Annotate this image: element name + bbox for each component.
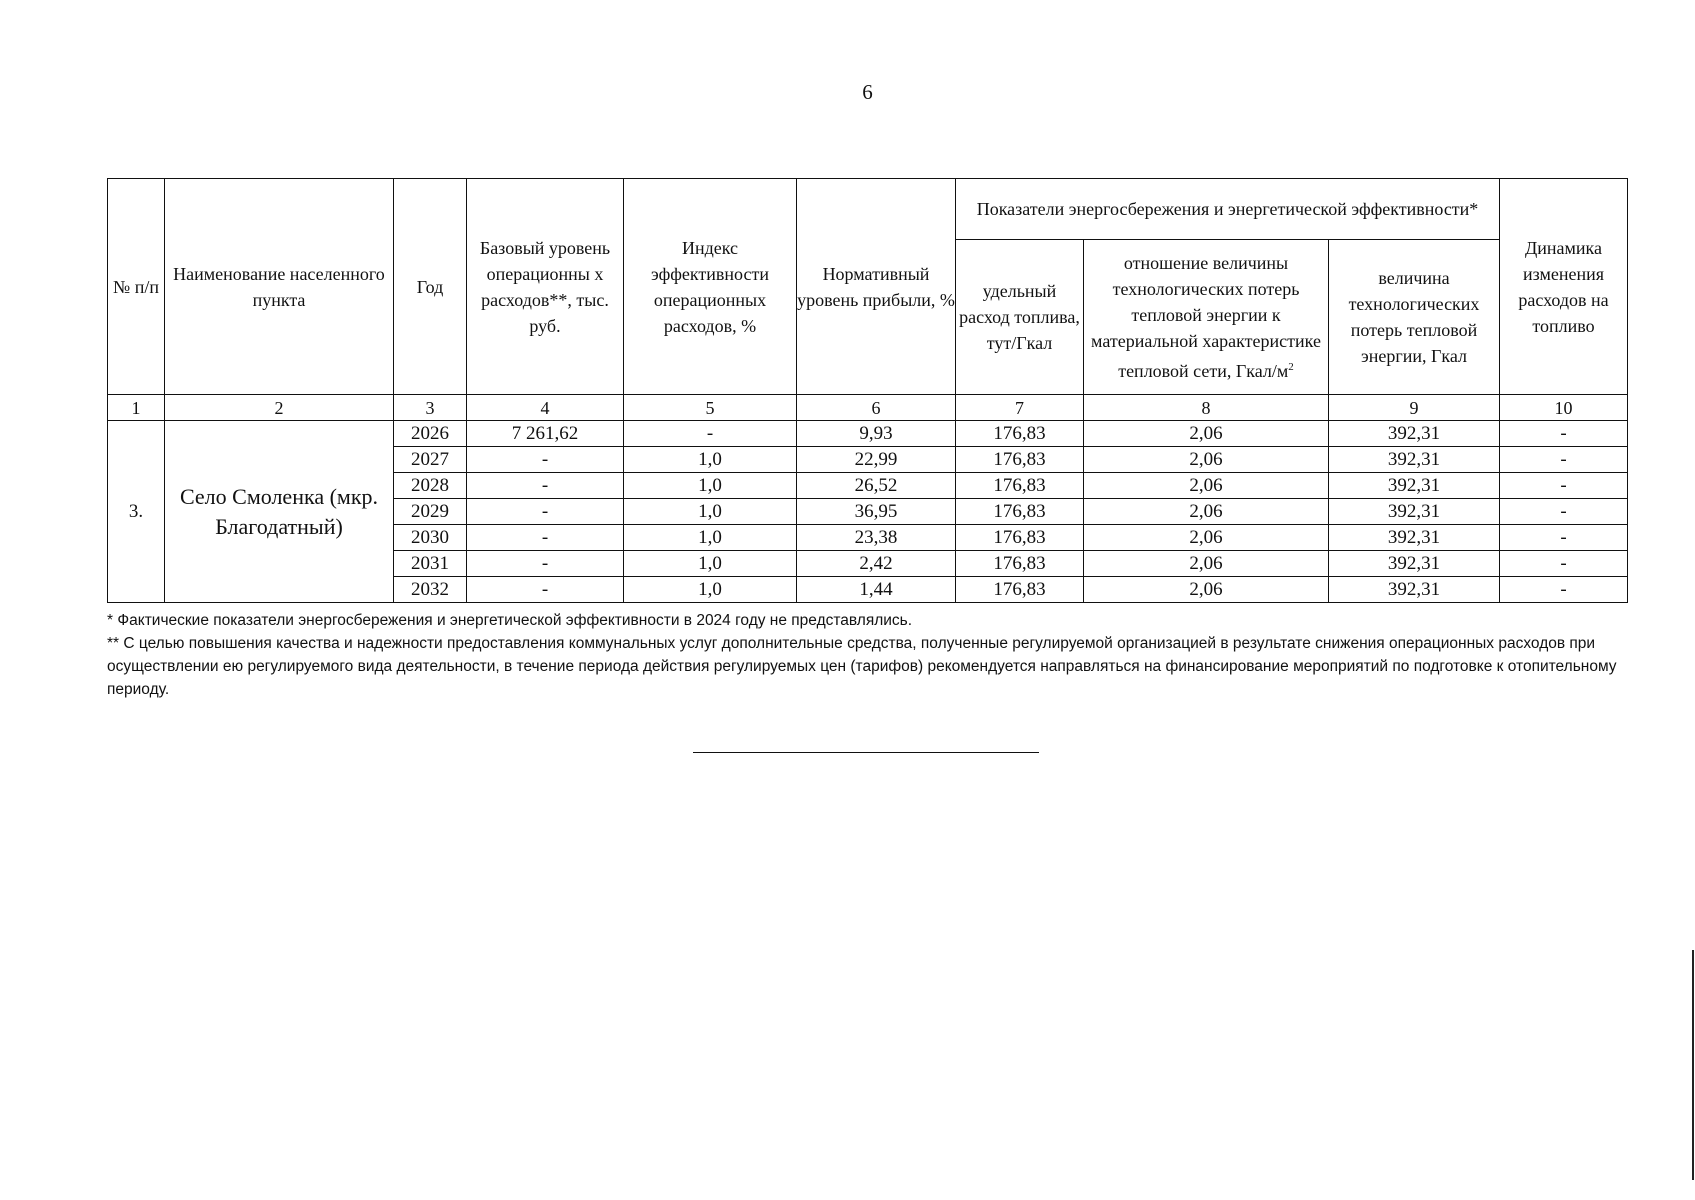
cell-base-opex: -: [467, 577, 624, 603]
cell-profit-level: 36,95: [797, 499, 956, 525]
cell-efficiency-index: -: [624, 421, 797, 447]
cell-fuel-dynamics: -: [1500, 577, 1628, 603]
page-number: 6: [862, 80, 873, 104]
footnote-opex: ** С целью повышения качества и надежности предоставления коммунальных услуг дополнительные средства, полученные регулируемой организацией в результате снижения операционных расходов при осуществлении ею регулируемого вида деятельности, в течение периода действия регулируемых цен (тарифов) рекомендуется направляться на финансирование мероприятий по подготовке к отопительному периоду.: [107, 635, 1617, 698]
cell-loss-ratio: 2,06: [1084, 473, 1329, 499]
column-number: 3: [394, 395, 467, 421]
cell-fuel-consumption: 176,83: [956, 525, 1084, 551]
column-number: 10: [1500, 395, 1628, 421]
column-number: 9: [1329, 395, 1500, 421]
column-number: 6: [797, 395, 956, 421]
cell-year: 2030: [394, 525, 467, 551]
cell-fuel-dynamics: -: [1500, 447, 1628, 473]
cell-year: 2028: [394, 473, 467, 499]
cell-heat-losses: 392,31: [1329, 577, 1500, 603]
cell-fuel-dynamics: -: [1500, 525, 1628, 551]
header-loss-ratio-sup: 2: [1288, 361, 1294, 373]
cell-heat-losses: 392,31: [1329, 525, 1500, 551]
cell-loss-ratio: 2,06: [1084, 421, 1329, 447]
cell-fuel-dynamics: -: [1500, 473, 1628, 499]
cell-loss-ratio: 2,06: [1084, 551, 1329, 577]
column-number: 4: [467, 395, 624, 421]
cell-base-opex: -: [467, 551, 624, 577]
cell-profit-level: 23,38: [797, 525, 956, 551]
column-number: 7: [956, 395, 1084, 421]
cell-fuel-dynamics: -: [1500, 551, 1628, 577]
cell-efficiency-index: 1,0: [624, 499, 797, 525]
cell-fuel-dynamics: -: [1500, 499, 1628, 525]
header-num: № п/п: [108, 179, 165, 395]
cell-base-opex: -: [467, 473, 624, 499]
cell-loss-ratio: 2,06: [1084, 447, 1329, 473]
header-settlement: Наименование населенного пункта: [165, 179, 394, 395]
cell-profit-level: 26,52: [797, 473, 956, 499]
cell-heat-losses: 392,31: [1329, 499, 1500, 525]
cell-loss-ratio: 2,06: [1084, 525, 1329, 551]
header-loss-ratio-text: отношение величины технологических потерь тепловой энергии к материальной характеристике тепловой сети, Гкал/м: [1091, 253, 1321, 381]
efficiency-table: [107, 178, 1628, 603]
header-fuel-dynamics: Динамика изменения расходов на топливо: [1500, 179, 1628, 395]
cell-efficiency-index: 1,0: [624, 473, 797, 499]
header-energy-indicators: Показатели энергосбережения и энергетической эффективности*: [956, 179, 1500, 240]
cell-heat-losses: 392,31: [1329, 447, 1500, 473]
cell-fuel-consumption: 176,83: [956, 551, 1084, 577]
cell-year: 2032: [394, 577, 467, 603]
header-heat-losses: величина технологических потерь тепловой энергии, Гкал: [1329, 240, 1500, 395]
column-number: 2: [165, 395, 394, 421]
cell-fuel-consumption: 176,83: [956, 447, 1084, 473]
header-profit-level: Нормативный уровень прибыли, %: [797, 179, 956, 395]
closing-rule: [693, 752, 1039, 753]
column-number: 5: [624, 395, 797, 421]
cell-base-opex: 7 261,62: [467, 421, 624, 447]
cell-year: 2027: [394, 447, 467, 473]
cell-profit-level: 1,44: [797, 577, 956, 603]
column-number: 1: [108, 395, 165, 421]
cell-efficiency-index: 1,0: [624, 447, 797, 473]
footnotes: [107, 609, 1637, 701]
cell-year: 2029: [394, 499, 467, 525]
table-body: [108, 395, 1628, 603]
scan-edge-mark: [1692, 950, 1694, 1180]
cell-base-opex: -: [467, 499, 624, 525]
header-base-opex: Базовый уровень операционны х расходов**, тыс. руб.: [467, 179, 624, 395]
cell-profit-level: 2,42: [797, 551, 956, 577]
cell-efficiency-index: 1,0: [624, 577, 797, 603]
column-number: 8: [1084, 395, 1329, 421]
cell-heat-losses: 392,31: [1329, 551, 1500, 577]
table-row: [108, 421, 1628, 447]
cell-profit-level: 9,93: [797, 421, 956, 447]
cell-fuel-consumption: 176,83: [956, 577, 1084, 603]
settlement-name: Село Смоленка (мкр. Благодатный): [165, 421, 394, 603]
cell-profit-level: 22,99: [797, 447, 956, 473]
footnote-energy: * Фактические показатели энергосбережения и энергетической эффективности в 2024 году не представлялись.: [107, 612, 913, 629]
column-number-row: [108, 395, 1628, 421]
cell-fuel-consumption: 176,83: [956, 499, 1084, 525]
header-fuel-consumption: удельный расход топлива, тут/Гкал: [956, 240, 1084, 395]
group-number: 3.: [108, 421, 165, 603]
cell-base-opex: -: [467, 447, 624, 473]
cell-fuel-consumption: 176,83: [956, 473, 1084, 499]
cell-loss-ratio: 2,06: [1084, 577, 1329, 603]
cell-fuel-dynamics: -: [1500, 421, 1628, 447]
cell-loss-ratio: 2,06: [1084, 499, 1329, 525]
cell-year: 2031: [394, 551, 467, 577]
cell-heat-losses: 392,31: [1329, 421, 1500, 447]
cell-year: 2026: [394, 421, 467, 447]
cell-fuel-consumption: 176,83: [956, 421, 1084, 447]
cell-heat-losses: 392,31: [1329, 473, 1500, 499]
cell-base-opex: -: [467, 525, 624, 551]
header-loss-ratio: [1084, 240, 1329, 395]
header-efficiency-index: Индекс эффективности операционных расходов, %: [624, 179, 797, 395]
cell-efficiency-index: 1,0: [624, 551, 797, 577]
header-year: Год: [394, 179, 467, 395]
cell-efficiency-index: 1,0: [624, 525, 797, 551]
